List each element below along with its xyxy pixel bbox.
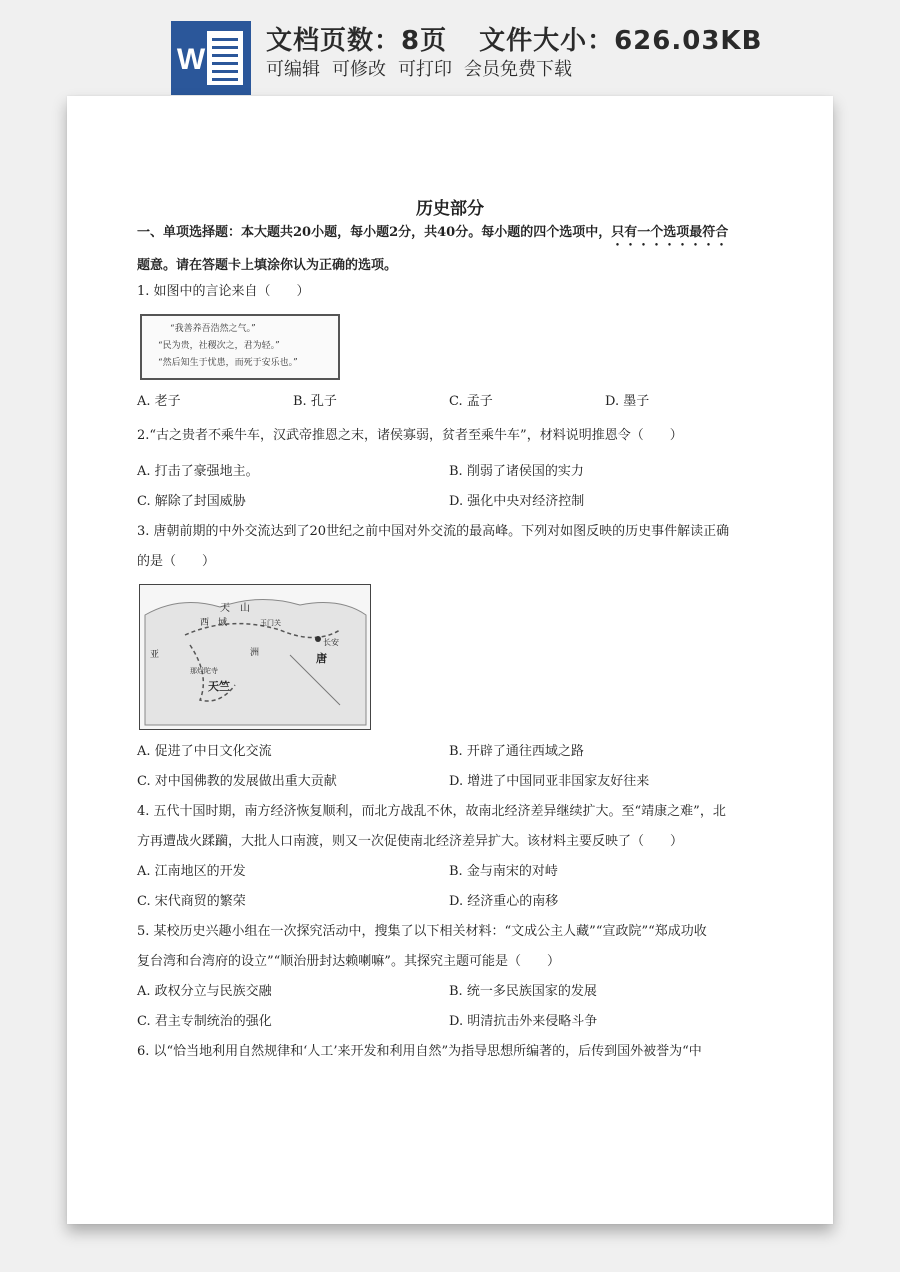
option-c: C. 君主专制统治的强化	[137, 1014, 272, 1029]
option-b: B. 金与南宋的对峙	[449, 864, 558, 879]
option-d: D. 明清抗击外来侵略斗争	[449, 1014, 598, 1029]
question-3-stem: 3. 唐朝前期的中外交流达到了20世纪之前中国对外交流的最高峰。下列对如图反映的历史事件解读正确	[137, 524, 730, 539]
quote-figure	[140, 314, 340, 380]
logo-letter: W	[176, 43, 206, 76]
option-a: A. 促进了中日文化交流	[137, 744, 272, 759]
section-intro-line2: 题意。请在答题卡上填涂你认为正确的选项。	[137, 258, 398, 273]
question-4-stem: 4. 五代十国时期，南方经济恢复顺利，而北方战乱不休，故南北经济差异继续扩大。至“靖康之难”，北	[137, 804, 726, 819]
file-meta	[266, 20, 774, 57]
feature-modifiable: 可修改	[332, 59, 386, 80]
map-label: 那烂陀寺	[190, 667, 218, 675]
document-page	[67, 96, 833, 1224]
feature-editable: 可编辑	[266, 59, 320, 80]
quote-line: “我善养吾浩然之气。”	[170, 324, 256, 334]
question-5-stem-cont: 复台湾和台湾府的设立”“顺治册封达赖喇嘛”。其探究主题可能是（ ）	[137, 954, 560, 969]
file-size: 文件大小：626.03KB	[479, 26, 763, 56]
map-label: 长安	[323, 638, 339, 647]
option-d: D. 增进了中国同亚非国家友好往来	[449, 774, 650, 789]
option-b: B. 开辟了通往西域之路	[449, 744, 584, 759]
word-document-icon	[171, 21, 251, 95]
option-c: C. 解除了封国威胁	[137, 494, 246, 509]
option-d: D. 强化中央对经济控制	[449, 494, 585, 509]
feature-list	[266, 55, 584, 81]
quote-line: “民为贵，社稷次之，君为轻。”	[158, 341, 280, 351]
option-d: D. 经济重心的南移	[449, 894, 559, 909]
option-a: A. 政权分立与民族交融	[137, 984, 272, 999]
option-d: D. 墨子	[605, 394, 650, 409]
option-a: A. 打击了豪强地主。	[137, 464, 259, 479]
map-label: 亚	[150, 650, 160, 660]
option-c: C. 孟子	[449, 394, 493, 409]
map-label: 唐	[316, 652, 327, 665]
question-3-stem-cont: 的是（ ）	[137, 554, 216, 569]
feature-member-download[interactable]: 会员免费下载	[464, 59, 572, 80]
map-label: 西 域	[200, 618, 228, 628]
map-label: 天竺	[208, 680, 230, 693]
question-5-stem: 5. 某校历史兴趣小组在一次探究活动中，搜集了以下相关材料：“文成公主人藏”“宣政院”“郑成功收	[137, 924, 707, 939]
question-6-stem: 6. 以“恰当地利用自然规律和‘人工’来开发和利用自然”为指导思想所编著的，后传到国外被誉为“中	[137, 1044, 702, 1059]
download-banner	[0, 0, 900, 100]
option-b: B. 孔子	[293, 394, 337, 409]
question-2-stem: 2.“古之贵者不乘牛车，汉武帝推恩之末，诸侯寡弱，贫者至乘牛车”，材料说明推恩令（ ）	[137, 428, 683, 443]
question-4-stem-cont: 方再遭战火蹂躏，大批人口南渡，则又一次促使南北经济差异扩大。该材料主要反映了（ ）	[137, 834, 684, 849]
map-label: 洲	[250, 648, 260, 658]
map-label: 天 山	[220, 603, 250, 614]
quote-line: “然后知生于忧患，而死于安乐也。”	[158, 358, 298, 368]
map-label: 玉门关	[260, 619, 281, 627]
option-c: C. 对中国佛教的发展做出重大贡献	[137, 774, 337, 789]
option-a: A. 江南地区的开发	[137, 864, 246, 879]
option-b: B. 削弱了诸侯国的实力	[449, 464, 584, 479]
tang-map-figure	[139, 584, 371, 730]
option-a: A. 老子	[137, 394, 181, 409]
feature-printable: 可打印	[398, 59, 452, 80]
question-1-stem: 1. 如图中的言论来自（ ）	[137, 284, 310, 299]
emphasis-text: 只有一个选项最符合	[611, 225, 729, 240]
section-intro-line1: 一、单项选择题：本大题共20小题，每小题2分，共40分。每小题的四个选项中，只有一个选项最符合	[137, 225, 729, 240]
option-b: B. 统一多民族国家的发展	[449, 984, 597, 999]
page-title: 历史部分	[416, 199, 484, 219]
page-count: 文档页数：8页	[266, 26, 448, 56]
option-c: C. 宋代商贸的繁荣	[137, 894, 246, 909]
